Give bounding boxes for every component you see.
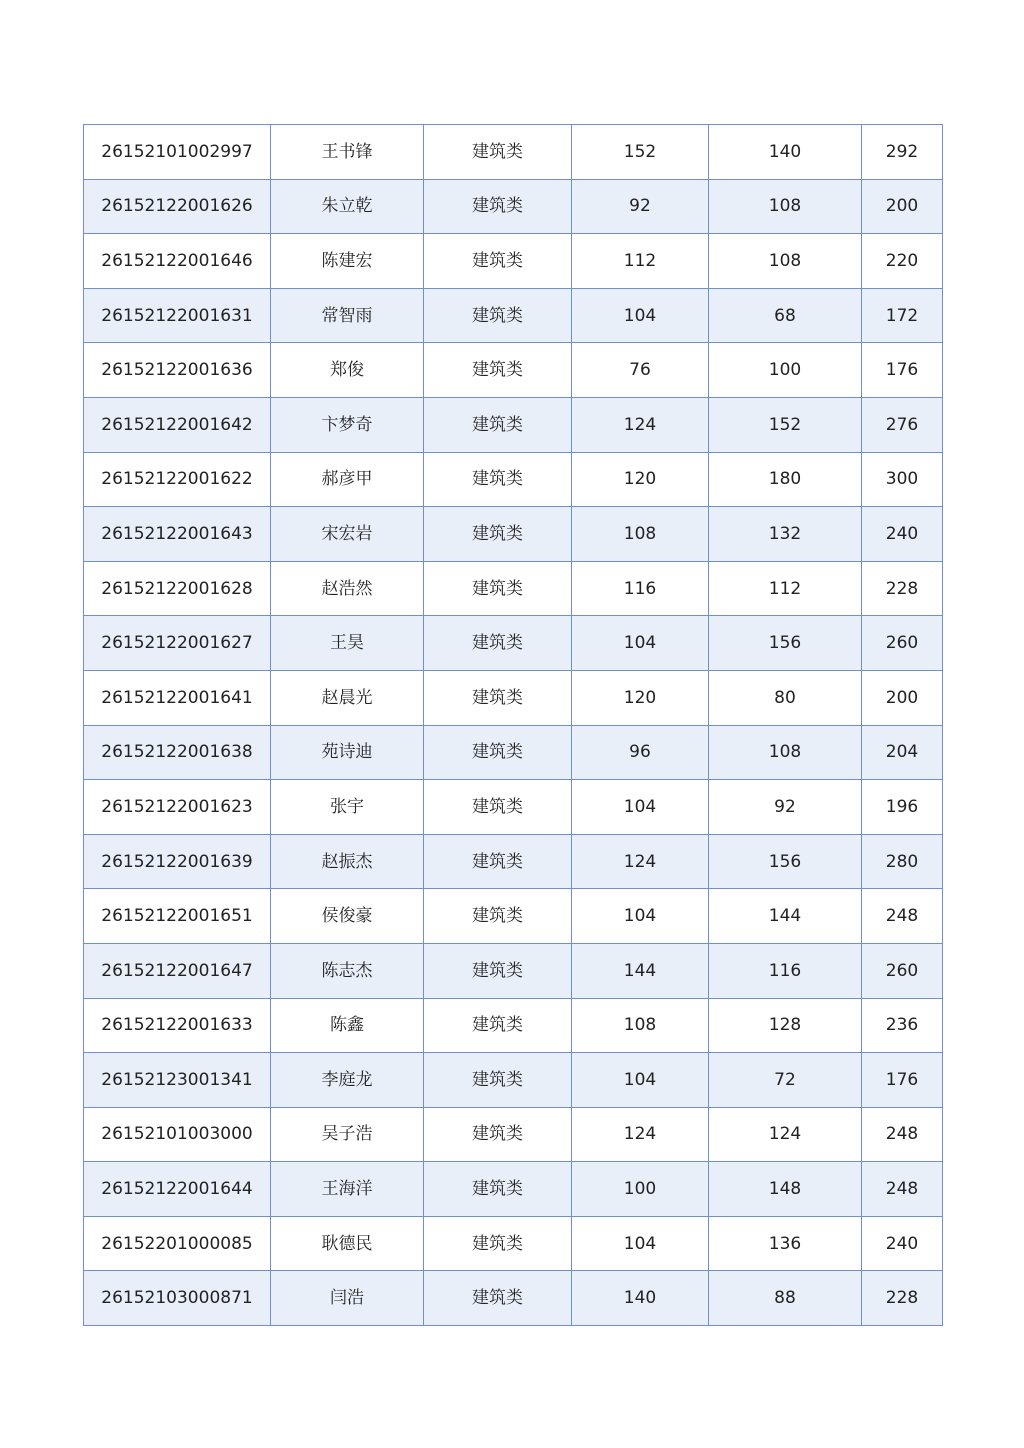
score-1-cell: 104 <box>572 1216 709 1271</box>
total-score-cell: 248 <box>862 1107 943 1162</box>
table-row <box>84 889 943 944</box>
score-2-cell: 124 <box>709 1107 862 1162</box>
total-score-cell: 176 <box>862 1053 943 1108</box>
candidate-id-cell: 26152122001643 <box>84 507 271 562</box>
total-score-cell: 228 <box>862 561 943 616</box>
score-2-cell: 116 <box>709 943 862 998</box>
category-cell: 建筑类 <box>424 561 572 616</box>
category-cell: 建筑类 <box>424 234 572 289</box>
candidate-name-cell: 赵振杰 <box>271 834 424 889</box>
candidate-name-cell: 陈鑫 <box>271 998 424 1053</box>
candidate-id-cell: 26152122001631 <box>84 288 271 343</box>
category-cell: 建筑类 <box>424 125 572 180</box>
candidate-name-cell: 陈志杰 <box>271 943 424 998</box>
table-row <box>84 1271 943 1326</box>
total-score-cell: 248 <box>862 889 943 944</box>
total-score-cell: 260 <box>862 616 943 671</box>
category-cell: 建筑类 <box>424 179 572 234</box>
total-score-cell: 240 <box>862 1216 943 1271</box>
candidate-id-cell: 26152122001623 <box>84 780 271 835</box>
total-score-cell: 176 <box>862 343 943 398</box>
score-1-cell: 108 <box>572 998 709 1053</box>
score-2-cell: 132 <box>709 507 862 562</box>
candidate-name-cell: 常智雨 <box>271 288 424 343</box>
category-cell: 建筑类 <box>424 943 572 998</box>
candidate-name-cell: 苑诗迪 <box>271 725 424 780</box>
total-score-cell: 220 <box>862 234 943 289</box>
candidate-name-cell: 陈建宏 <box>271 234 424 289</box>
category-cell: 建筑类 <box>424 670 572 725</box>
category-cell: 建筑类 <box>424 616 572 671</box>
category-cell: 建筑类 <box>424 507 572 562</box>
score-1-cell: 100 <box>572 1162 709 1217</box>
category-cell: 建筑类 <box>424 288 572 343</box>
table-row <box>84 561 943 616</box>
candidate-name-cell: 王书锋 <box>271 125 424 180</box>
table-row <box>84 616 943 671</box>
score-1-cell: 76 <box>572 343 709 398</box>
score-1-cell: 124 <box>572 834 709 889</box>
total-score-cell: 280 <box>862 834 943 889</box>
category-cell: 建筑类 <box>424 725 572 780</box>
score-2-cell: 108 <box>709 179 862 234</box>
candidate-id-cell: 26152122001639 <box>84 834 271 889</box>
category-cell: 建筑类 <box>424 889 572 944</box>
table-row <box>84 1107 943 1162</box>
total-score-cell: 300 <box>862 452 943 507</box>
category-cell: 建筑类 <box>424 343 572 398</box>
total-score-cell: 228 <box>862 1271 943 1326</box>
score-2-cell: 80 <box>709 670 862 725</box>
candidate-name-cell: 王昊 <box>271 616 424 671</box>
candidate-id-cell: 26152201000085 <box>84 1216 271 1271</box>
total-score-cell: 204 <box>862 725 943 780</box>
candidate-id-cell: 26152122001633 <box>84 998 271 1053</box>
category-cell: 建筑类 <box>424 1162 572 1217</box>
candidate-id-cell: 26152122001646 <box>84 234 271 289</box>
score-2-cell: 152 <box>709 397 862 452</box>
table-row <box>84 725 943 780</box>
table-row <box>84 179 943 234</box>
candidate-id-cell: 26152122001628 <box>84 561 271 616</box>
score-1-cell: 104 <box>572 288 709 343</box>
score-2-cell: 92 <box>709 780 862 835</box>
score-1-cell: 124 <box>572 1107 709 1162</box>
candidate-name-cell: 卞梦奇 <box>271 397 424 452</box>
candidate-name-cell: 李庭龙 <box>271 1053 424 1108</box>
total-score-cell: 196 <box>862 780 943 835</box>
score-2-cell: 128 <box>709 998 862 1053</box>
total-score-cell: 260 <box>862 943 943 998</box>
candidate-id-cell: 26152122001638 <box>84 725 271 780</box>
category-cell: 建筑类 <box>424 834 572 889</box>
total-score-cell: 236 <box>862 998 943 1053</box>
score-1-cell: 96 <box>572 725 709 780</box>
score-1-cell: 104 <box>572 780 709 835</box>
score-2-cell: 136 <box>709 1216 862 1271</box>
score-2-cell: 148 <box>709 1162 862 1217</box>
score-table <box>83 124 943 1326</box>
total-score-cell: 172 <box>862 288 943 343</box>
candidate-id-cell: 26152122001644 <box>84 1162 271 1217</box>
candidate-id-cell: 26152122001636 <box>84 343 271 398</box>
score-table-body <box>84 125 943 1326</box>
candidate-id-cell: 26152122001641 <box>84 670 271 725</box>
candidate-name-cell: 朱立乾 <box>271 179 424 234</box>
candidate-name-cell: 宋宏岩 <box>271 507 424 562</box>
total-score-cell: 240 <box>862 507 943 562</box>
score-1-cell: 144 <box>572 943 709 998</box>
score-1-cell: 152 <box>572 125 709 180</box>
candidate-id-cell: 26152122001627 <box>84 616 271 671</box>
score-1-cell: 120 <box>572 452 709 507</box>
candidate-id-cell: 26152122001626 <box>84 179 271 234</box>
score-2-cell: 140 <box>709 125 862 180</box>
table-row <box>84 1053 943 1108</box>
candidate-id-cell: 26152122001647 <box>84 943 271 998</box>
score-2-cell: 144 <box>709 889 862 944</box>
table-row <box>84 234 943 289</box>
table-row <box>84 507 943 562</box>
category-cell: 建筑类 <box>424 452 572 507</box>
total-score-cell: 292 <box>862 125 943 180</box>
score-1-cell: 140 <box>572 1271 709 1326</box>
candidate-id-cell: 26152122001622 <box>84 452 271 507</box>
candidate-name-cell: 侯俊豪 <box>271 889 424 944</box>
candidate-name-cell: 张宇 <box>271 780 424 835</box>
score-1-cell: 104 <box>572 889 709 944</box>
total-score-cell: 200 <box>862 670 943 725</box>
score-2-cell: 180 <box>709 452 862 507</box>
score-2-cell: 156 <box>709 616 862 671</box>
table-row <box>84 670 943 725</box>
table-row <box>84 1216 943 1271</box>
total-score-cell: 276 <box>862 397 943 452</box>
candidate-id-cell: 26152101002997 <box>84 125 271 180</box>
table-row <box>84 998 943 1053</box>
candidate-name-cell: 赵晨光 <box>271 670 424 725</box>
candidate-id-cell: 26152101003000 <box>84 1107 271 1162</box>
table-row <box>84 452 943 507</box>
table-row <box>84 780 943 835</box>
score-2-cell: 72 <box>709 1053 862 1108</box>
score-2-cell: 88 <box>709 1271 862 1326</box>
table-row <box>84 125 943 180</box>
score-2-cell: 108 <box>709 234 862 289</box>
total-score-cell: 248 <box>862 1162 943 1217</box>
score-1-cell: 116 <box>572 561 709 616</box>
score-2-cell: 112 <box>709 561 862 616</box>
total-score-cell: 200 <box>862 179 943 234</box>
score-1-cell: 104 <box>572 1053 709 1108</box>
score-2-cell: 100 <box>709 343 862 398</box>
table-row <box>84 343 943 398</box>
candidate-name-cell: 赵浩然 <box>271 561 424 616</box>
category-cell: 建筑类 <box>424 397 572 452</box>
table-row <box>84 1162 943 1217</box>
candidate-id-cell: 26152103000871 <box>84 1271 271 1326</box>
candidate-name-cell: 郝彦甲 <box>271 452 424 507</box>
candidate-id-cell: 26152122001651 <box>84 889 271 944</box>
score-1-cell: 108 <box>572 507 709 562</box>
score-1-cell: 92 <box>572 179 709 234</box>
table-row <box>84 943 943 998</box>
category-cell: 建筑类 <box>424 1216 572 1271</box>
score-2-cell: 108 <box>709 725 862 780</box>
candidate-id-cell: 26152123001341 <box>84 1053 271 1108</box>
category-cell: 建筑类 <box>424 998 572 1053</box>
score-1-cell: 112 <box>572 234 709 289</box>
category-cell: 建筑类 <box>424 1271 572 1326</box>
candidate-name-cell: 吴子浩 <box>271 1107 424 1162</box>
score-1-cell: 124 <box>572 397 709 452</box>
score-2-cell: 68 <box>709 288 862 343</box>
category-cell: 建筑类 <box>424 1107 572 1162</box>
score-2-cell: 156 <box>709 834 862 889</box>
score-1-cell: 120 <box>572 670 709 725</box>
candidate-name-cell: 郑俊 <box>271 343 424 398</box>
category-cell: 建筑类 <box>424 780 572 835</box>
category-cell: 建筑类 <box>424 1053 572 1108</box>
score-1-cell: 104 <box>572 616 709 671</box>
table-row <box>84 288 943 343</box>
candidate-name-cell: 闫浩 <box>271 1271 424 1326</box>
table-row <box>84 834 943 889</box>
table-row <box>84 397 943 452</box>
candidate-id-cell: 26152122001642 <box>84 397 271 452</box>
candidate-name-cell: 王海洋 <box>271 1162 424 1217</box>
candidate-name-cell: 耿德民 <box>271 1216 424 1271</box>
